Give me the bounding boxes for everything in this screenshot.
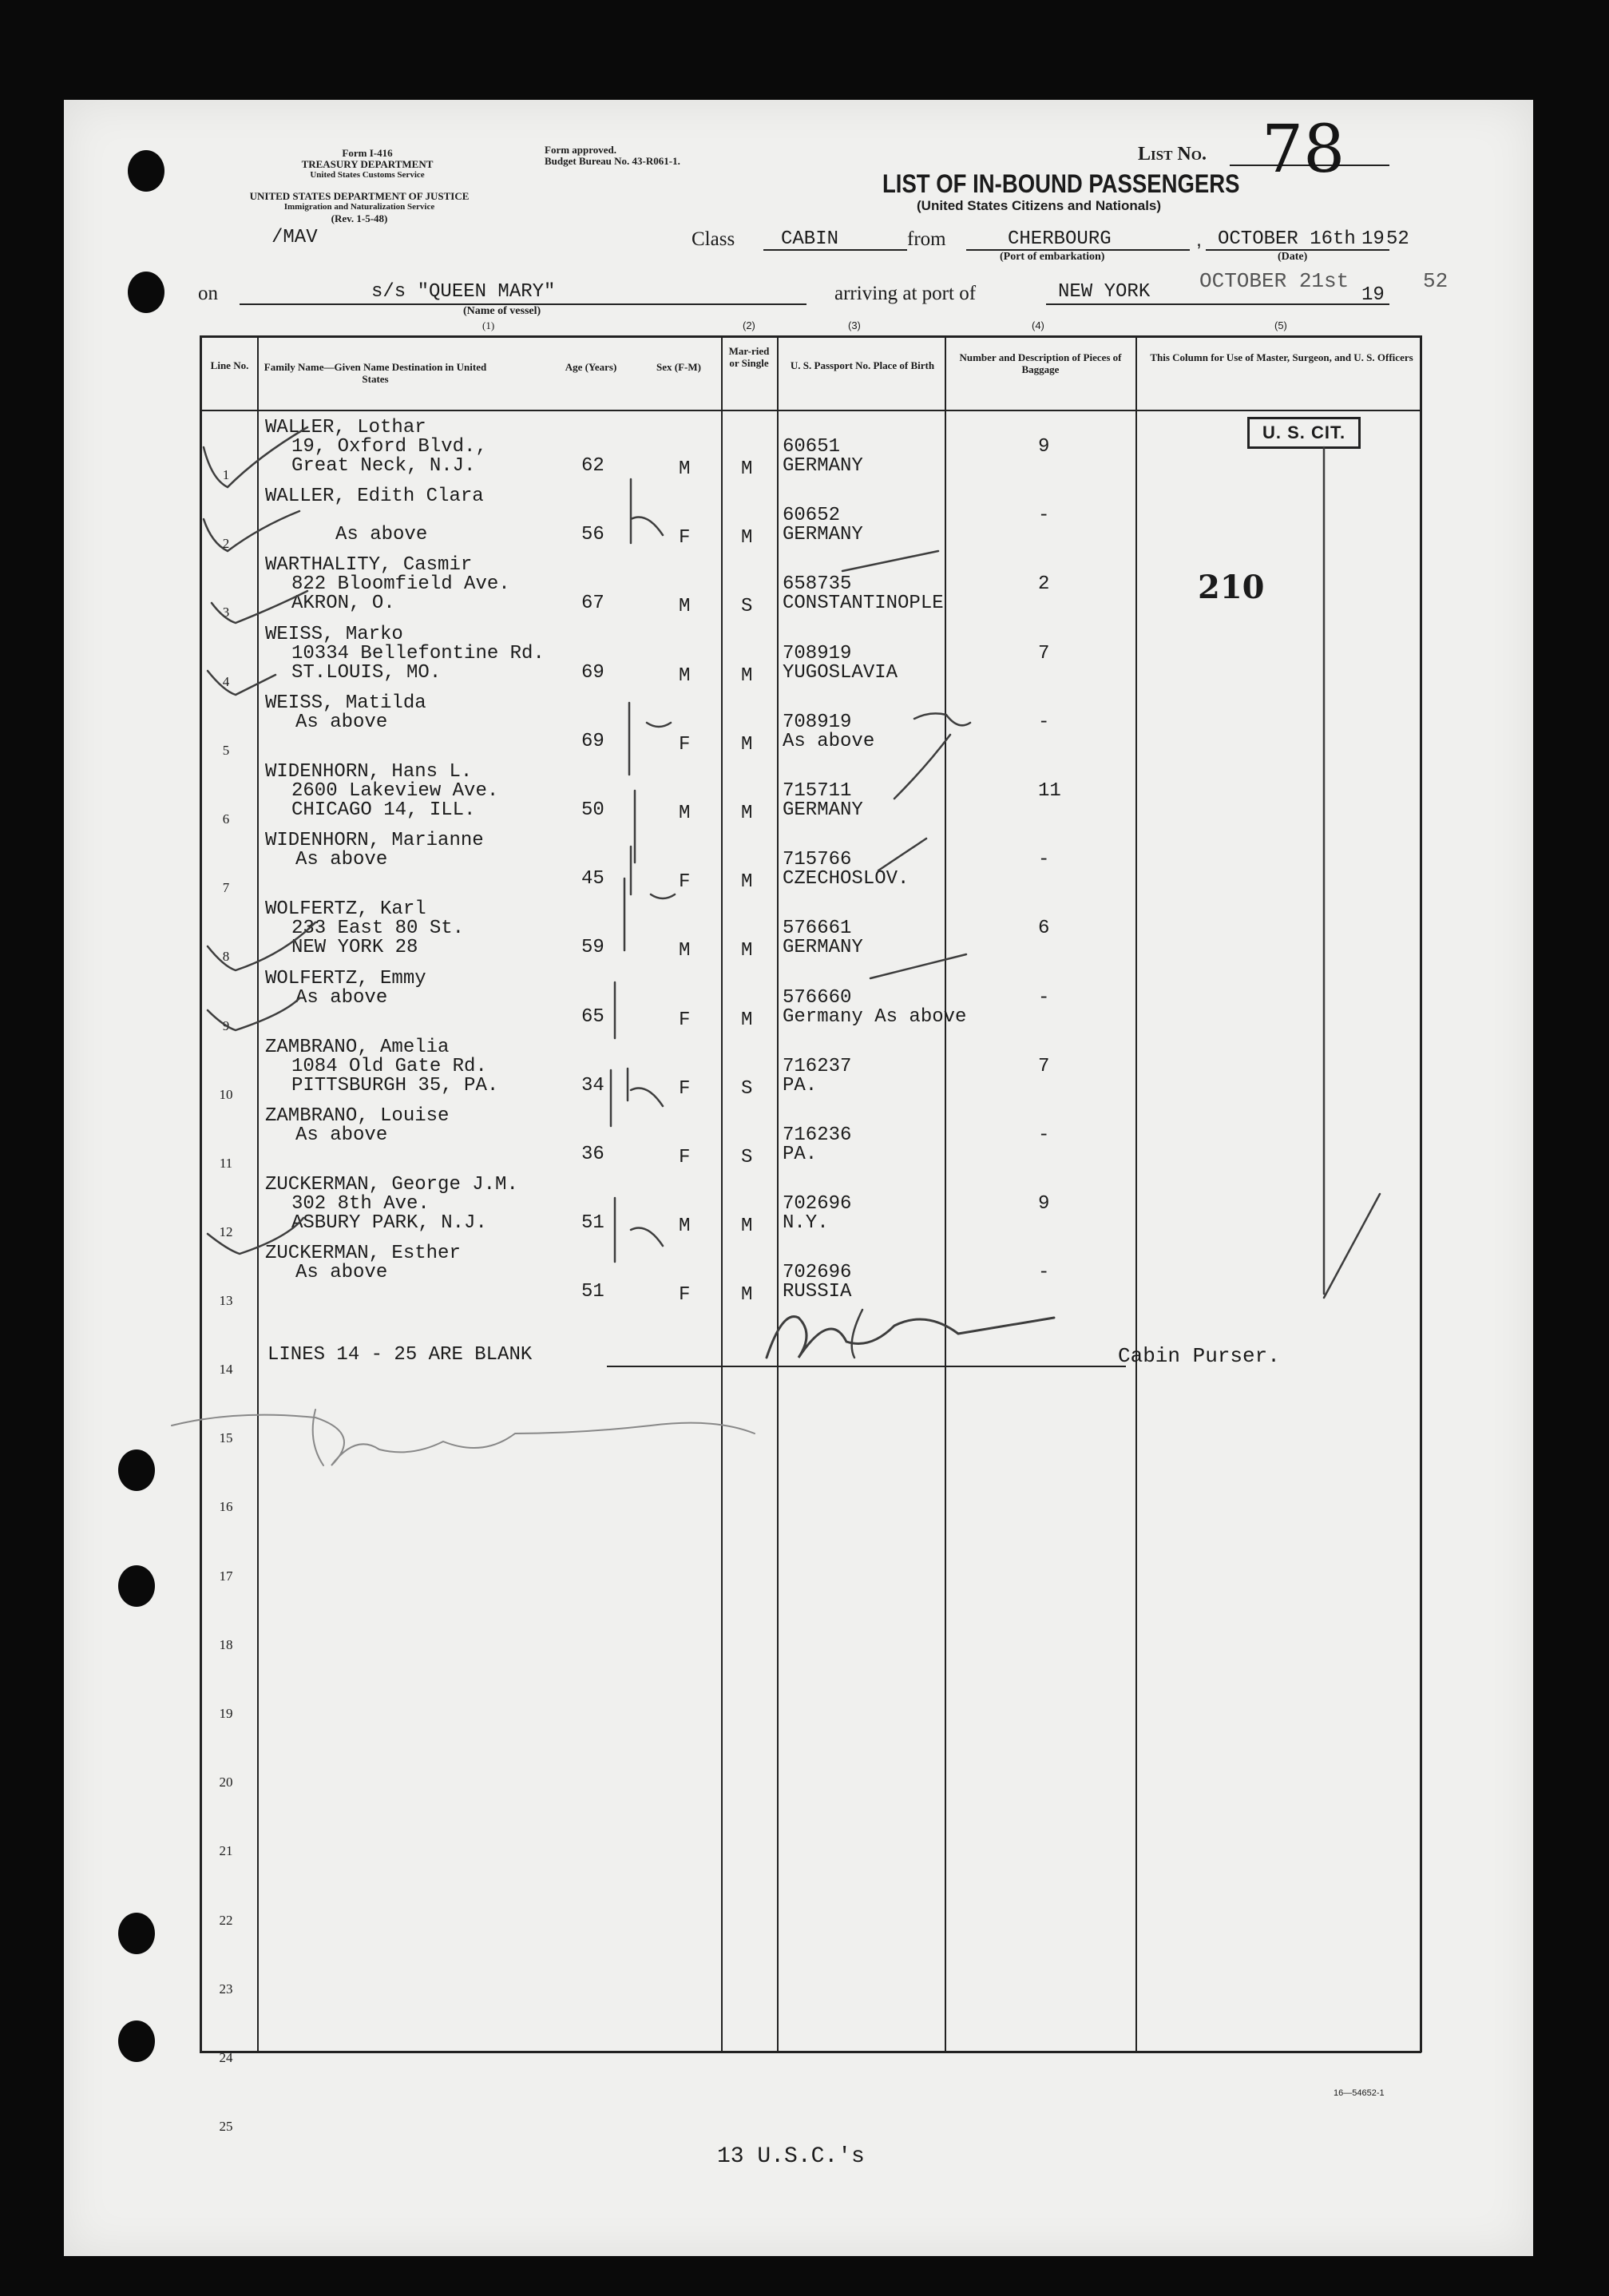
place-of-birth: YUGOSLAVIA bbox=[783, 661, 898, 684]
sex: M bbox=[679, 940, 691, 962]
sex: M bbox=[679, 458, 691, 480]
passenger-name: WOLFERTZ, Emmy bbox=[265, 967, 426, 989]
baggage-count: 6 bbox=[1038, 918, 1050, 940]
line-number: 21 bbox=[219, 1843, 233, 1859]
line-number: 12 bbox=[219, 1224, 233, 1240]
passport-number: 716237 bbox=[783, 1055, 852, 1077]
marital-status: S bbox=[741, 1147, 753, 1168]
line-number: 20 bbox=[219, 1775, 233, 1790]
address-line-1: 822 Bloomfield Ave. bbox=[291, 573, 510, 596]
sex: M bbox=[679, 596, 691, 618]
age: 45 bbox=[581, 868, 604, 890]
baggage-count: - bbox=[1038, 849, 1050, 871]
sex: F bbox=[679, 1009, 691, 1031]
address-line-2: ASBURY PARK, N.J. bbox=[291, 1212, 487, 1235]
sex: M bbox=[679, 1215, 691, 1238]
line-number: 23 bbox=[219, 1981, 233, 1997]
address-line-1: 2600 Lakeview Ave. bbox=[291, 780, 499, 802]
passenger-name: WARTHALITY, Casmir bbox=[265, 554, 473, 577]
address-line-2: Great Neck, N.J. bbox=[291, 455, 476, 477]
vessel-name: s/s "QUEEN MARY" bbox=[371, 281, 556, 303]
place-of-birth: As above bbox=[783, 730, 875, 752]
budget-bureau: Budget Bureau No. 43-R061-1. bbox=[545, 155, 680, 167]
baggage-count: 9 bbox=[1038, 1193, 1050, 1215]
age: 56 bbox=[581, 524, 604, 546]
baggage-count: 7 bbox=[1038, 642, 1050, 664]
embark-year-prefix: 19 bbox=[1361, 228, 1385, 250]
place-of-birth: PA. bbox=[783, 1074, 818, 1096]
line-number: 5 bbox=[222, 742, 230, 758]
arrival-year: 52 bbox=[1423, 269, 1448, 293]
on-label: on bbox=[198, 283, 218, 304]
marital-status: M bbox=[741, 940, 753, 962]
passport-number: 715711 bbox=[783, 780, 852, 802]
place-of-birth: RUSSIA bbox=[783, 1281, 852, 1303]
from-label: from bbox=[907, 228, 946, 250]
line-number: 22 bbox=[219, 1912, 233, 1928]
age: 59 bbox=[581, 937, 604, 959]
place-of-birth: GERMANY bbox=[783, 937, 863, 959]
passenger-name: WEISS, Matilda bbox=[265, 692, 426, 714]
blank-lines-note: LINES 14 - 25 ARE BLANK bbox=[268, 1344, 533, 1366]
footer-total: 13 U.S.C.'s bbox=[717, 2144, 865, 2169]
passenger-name: ZUCKERMAN, George J.M. bbox=[265, 1174, 518, 1196]
line-number: 19 bbox=[219, 1706, 233, 1721]
passport-number: 708919 bbox=[783, 711, 852, 733]
line-number: 2 bbox=[222, 536, 230, 552]
line-number: 11 bbox=[219, 1156, 233, 1171]
sex: F bbox=[679, 871, 691, 894]
address-line-2: CHICAGO 14, ILL. bbox=[291, 799, 476, 821]
arrival-date-stamp: OCTOBER 21st bbox=[1199, 269, 1349, 293]
date-caption: (Date) bbox=[1278, 251, 1308, 263]
col-num-5: (5) bbox=[1274, 319, 1287, 331]
baggage-count: 2 bbox=[1038, 573, 1050, 596]
line-number: 15 bbox=[219, 1430, 233, 1446]
header-officers: This Column for Use of Master, Surgeon, and U. S. Officers bbox=[1150, 351, 1413, 363]
place-of-birth: GERMANY bbox=[783, 524, 863, 546]
line-number: 13 bbox=[219, 1293, 233, 1309]
line-number: 24 bbox=[219, 2050, 233, 2065]
comma: , bbox=[1196, 228, 1202, 251]
port-of-embarkation: CHERBOURG bbox=[1008, 228, 1112, 250]
embark-year: 52 bbox=[1386, 228, 1409, 250]
address-line-2: NEW YORK 28 bbox=[291, 937, 418, 959]
footer-code: 16—54652-1 bbox=[1334, 2088, 1385, 2098]
check-mark bbox=[204, 427, 307, 487]
arrival-year-prefix: 19 bbox=[1361, 284, 1385, 306]
passport-number: 702696 bbox=[783, 1193, 852, 1215]
form-number: Form I-416 bbox=[342, 147, 393, 159]
sex: F bbox=[679, 733, 691, 755]
line-number: 25 bbox=[219, 2119, 233, 2135]
marital-status: M bbox=[741, 1284, 753, 1307]
passport-number: 716236 bbox=[783, 1124, 852, 1146]
justice-dept: UNITED STATES DEPARTMENT OF JUSTICE bbox=[249, 190, 470, 202]
passenger-name: WOLFERTZ, Karl bbox=[265, 898, 426, 921]
marital-status: M bbox=[741, 527, 753, 549]
line-number: 7 bbox=[222, 880, 230, 896]
marital-status: S bbox=[741, 1077, 753, 1100]
header-age: Age (Years) bbox=[565, 361, 617, 373]
address-line-1: As above bbox=[295, 1262, 388, 1284]
address-line-1: 233 East 80 St. bbox=[291, 918, 465, 940]
line-number: 4 bbox=[222, 673, 230, 689]
passport-number: 702696 bbox=[783, 1262, 852, 1284]
line-number: 6 bbox=[222, 811, 230, 827]
baggage-count: 7 bbox=[1038, 1055, 1050, 1077]
baggage-count: - bbox=[1038, 1262, 1050, 1284]
clerk-initials: /MAV bbox=[271, 227, 318, 248]
line-number: 16 bbox=[219, 1499, 233, 1515]
document-title: LIST OF IN-BOUND PASSENGERS bbox=[882, 169, 1240, 198]
us-citizen-stamp: U. S. CIT. bbox=[1247, 417, 1361, 449]
address-line-1: As above bbox=[295, 986, 388, 1009]
arriving-label: arriving at port of bbox=[834, 283, 977, 304]
class-label: Class bbox=[692, 228, 735, 250]
address-line-1: 10334 Bellefontine Rd. bbox=[291, 642, 545, 664]
passenger-name: ZAMBRANO, Amelia bbox=[265, 1036, 450, 1058]
baggage-count: - bbox=[1038, 711, 1050, 733]
age: 62 bbox=[581, 455, 604, 477]
passenger-name: WEISS, Marko bbox=[265, 623, 403, 645]
address-line-2: As above bbox=[335, 524, 428, 546]
passenger-name: WIDENHORN, Hans L. bbox=[265, 761, 473, 783]
purser-title: Cabin Purser. bbox=[1118, 1344, 1280, 1368]
list-no-label: List No. bbox=[1138, 144, 1207, 165]
officer-number: 210 bbox=[1198, 569, 1265, 606]
age: 69 bbox=[581, 730, 604, 752]
address-line-1: As above bbox=[295, 849, 388, 871]
baggage-count: - bbox=[1038, 505, 1050, 527]
treasury-dept: TREASURY DEPARTMENT bbox=[301, 158, 434, 170]
place-of-birth: Germany As above bbox=[783, 1005, 967, 1028]
line-number: 3 bbox=[222, 605, 230, 621]
address-line-1: As above bbox=[295, 711, 388, 733]
address-line-1: 302 8th Ave. bbox=[291, 1193, 430, 1215]
passenger-name: ZUCKERMAN, Esther bbox=[265, 1243, 461, 1265]
header-passport: U. S. Passport No. Place of Birth bbox=[790, 359, 935, 371]
address-line-1: 19, Oxford Blvd., bbox=[291, 436, 487, 458]
document-subtitle: (United States Citizens and Nationals) bbox=[917, 198, 1162, 213]
passport-number: 576661 bbox=[783, 918, 852, 940]
age: 50 bbox=[581, 799, 604, 821]
arrival-port: NEW YORK bbox=[1058, 281, 1151, 303]
age: 69 bbox=[581, 661, 604, 684]
age: 36 bbox=[581, 1144, 604, 1165]
header-sex: Sex (F-M) bbox=[656, 361, 701, 373]
place-of-birth: CONSTANTINOPLE bbox=[783, 593, 944, 615]
age: 51 bbox=[581, 1212, 604, 1235]
sex: M bbox=[679, 803, 691, 824]
line-number: 8 bbox=[222, 949, 230, 965]
marital-status: S bbox=[741, 596, 753, 618]
ins-service: Immigration and Naturalization Service bbox=[283, 202, 435, 212]
passport-number: 60651 bbox=[783, 436, 841, 458]
passport-number: 708919 bbox=[783, 642, 852, 664]
baggage-count: - bbox=[1038, 986, 1050, 1009]
customs-service: United States Customs Service bbox=[310, 170, 425, 180]
age: 65 bbox=[581, 1005, 604, 1028]
baggage-count: 11 bbox=[1038, 780, 1061, 802]
vessel-caption: (Name of vessel) bbox=[463, 305, 541, 317]
marital-status: M bbox=[741, 803, 753, 824]
sex: M bbox=[679, 664, 691, 687]
sex: F bbox=[679, 1147, 691, 1168]
address-line-1: As above bbox=[295, 1124, 388, 1146]
address-line-2: ST.LOUIS, MO. bbox=[291, 661, 442, 684]
age: 34 bbox=[581, 1074, 604, 1096]
address-line-2: AKRON, O. bbox=[291, 593, 395, 615]
header-baggage: Number and Description of Pieces of Baggage bbox=[959, 351, 1122, 375]
place-of-birth: CZECHOSLOV. bbox=[783, 868, 910, 890]
passenger-name: WIDENHORN, Marianne bbox=[265, 830, 484, 852]
header-married: Mar-ried or Single bbox=[728, 345, 770, 369]
passport-number: 715766 bbox=[783, 849, 852, 871]
header-line-no: Line No. bbox=[210, 359, 249, 371]
marital-status: M bbox=[741, 664, 753, 687]
line-number: 14 bbox=[219, 1362, 233, 1377]
passport-number: 658735 bbox=[783, 573, 852, 596]
sex: F bbox=[679, 527, 691, 549]
line-number: 17 bbox=[219, 1568, 233, 1584]
vessel-col-num: (1) bbox=[482, 319, 495, 331]
passport-number: 576660 bbox=[783, 986, 852, 1009]
header-name: Family Name—Given Name Destination in United States bbox=[264, 361, 487, 385]
baggage-count: 9 bbox=[1038, 436, 1050, 458]
line-number: 10 bbox=[219, 1086, 233, 1102]
age: 67 bbox=[581, 593, 604, 615]
marital-status: M bbox=[741, 1009, 753, 1031]
revision: (Rev. 1-5-48) bbox=[331, 212, 388, 224]
embark-date: OCTOBER 16th bbox=[1218, 228, 1356, 250]
place-of-birth: PA. bbox=[783, 1144, 818, 1165]
passenger-name: ZAMBRANO, Louise bbox=[265, 1105, 450, 1127]
passport-number: 60652 bbox=[783, 505, 841, 527]
port-caption: (Port of embarkation) bbox=[1000, 251, 1105, 263]
marital-status: M bbox=[741, 458, 753, 480]
class-value: CABIN bbox=[781, 228, 839, 250]
place-of-birth: GERMANY bbox=[783, 455, 863, 477]
marital-status: M bbox=[741, 871, 753, 894]
sex: F bbox=[679, 1284, 691, 1307]
marital-status: M bbox=[741, 1215, 753, 1238]
age: 51 bbox=[581, 1281, 604, 1303]
address-line-1: 1084 Old Gate Rd. bbox=[291, 1055, 487, 1077]
line-number: 9 bbox=[222, 1017, 230, 1033]
place-of-birth: N.Y. bbox=[783, 1212, 829, 1235]
passenger-name: WALLER, Lothar bbox=[265, 417, 426, 438]
list-number: 78 bbox=[1262, 112, 1345, 188]
col-num-3: (3) bbox=[848, 319, 861, 331]
form-approved: Form approved. bbox=[545, 144, 617, 156]
col-num-4: (4) bbox=[1032, 319, 1044, 331]
col-num-2: (2) bbox=[743, 319, 755, 331]
marital-status: M bbox=[741, 733, 753, 755]
address-line-2: PITTSBURGH 35, PA. bbox=[291, 1074, 499, 1096]
place-of-birth: GERMANY bbox=[783, 799, 863, 821]
sex: F bbox=[679, 1077, 691, 1100]
line-number: 1 bbox=[222, 467, 230, 482]
passenger-name: WALLER, Edith Clara bbox=[265, 486, 484, 508]
baggage-count: - bbox=[1038, 1124, 1050, 1146]
line-number: 18 bbox=[219, 1636, 233, 1652]
